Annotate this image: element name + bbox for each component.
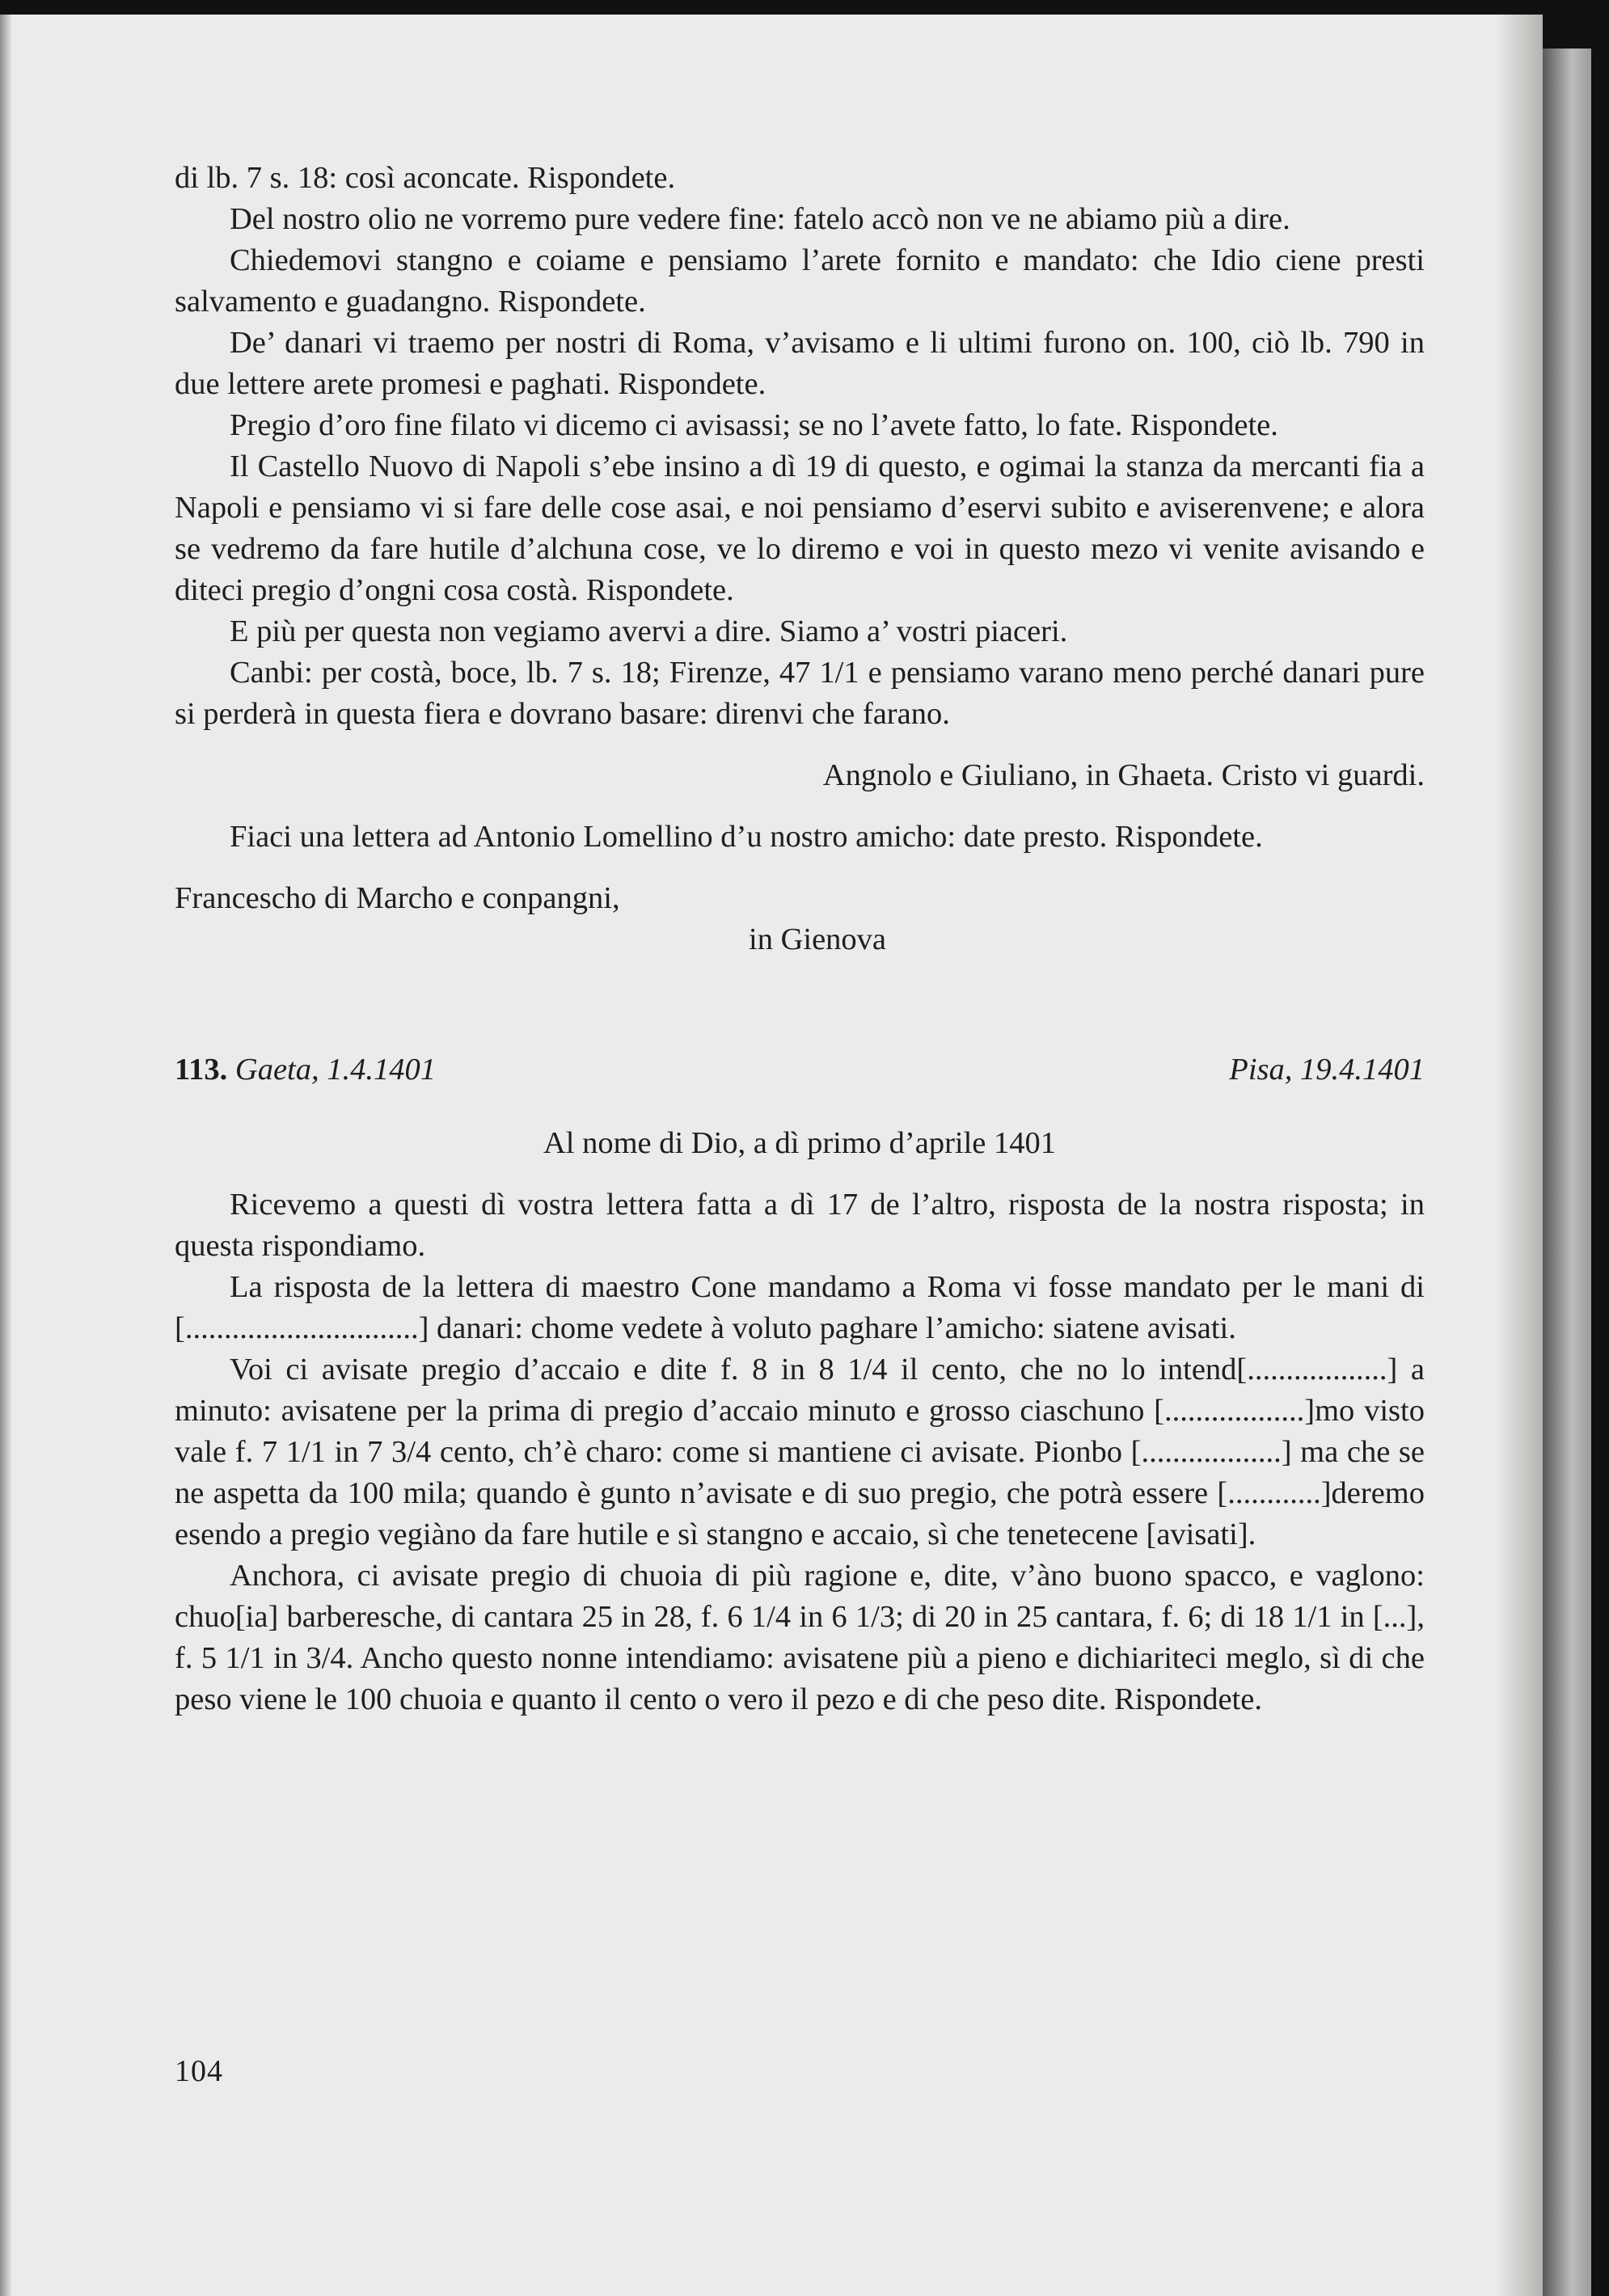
address-name: Francescho di Marcho e conpangni, <box>175 881 620 915</box>
paragraph: Del nostro olio ne vorremo pure vedere fine: fatelo accò non ve ne abiamo più a dire. <box>230 202 1290 236</box>
page-text <box>175 158 1425 1720</box>
letter-heading <box>175 1049 1425 1091</box>
address-place: in Gienova <box>749 922 886 956</box>
paragraph: E più per questa non vegiamo avervi a dire. Siamo a’ vostri piaceri. <box>230 614 1068 648</box>
underlying-page-edge <box>1543 49 1591 2296</box>
spacer <box>175 1164 1425 1184</box>
postscript: Fiaci una lettera ad Antonio Lomellino d’u nostro amicho: date presto. Rispondete. <box>230 820 1263 854</box>
spacer <box>175 1091 1425 1123</box>
page-gutter-shadow <box>1496 15 1543 2296</box>
letter-number: 113. <box>175 1053 228 1087</box>
spacer <box>175 735 1425 755</box>
letter-origin: Gaeta, 1.4.1401 <box>234 1053 436 1087</box>
letter-paragraph: Ricevemo a questi dì vostra lettera fatta a dì 17 de l’altro, risposta de la nostra risposta; in questa rispondiamo. <box>175 1188 1425 1263</box>
paragraph-continued: di lb. 7 s. 18: così aconcate. Rispondete. <box>175 161 676 195</box>
page-number: 104 <box>175 2054 223 2088</box>
spacer <box>175 796 1425 817</box>
letter-paragraph: Anchora, ci avisate pregio di chuoia di più ragione e, dite, v’ànо buono spacco, e vaglono: chuo[ia] barberesche, di cantara 25 in 28, f. 6 1/4 in 6 1/3; di 20 in 25 cantara, f. 6; di 18 1/1 in [...], f. 5 1/1 in 3/4. Ancho questo nonne intendiamo: avisatene più a pieno e dichiariteci meglo, sì di che peso viene le 100 chuoia e quanto il cento o vero il pezo e di che peso dite. Rispondete. <box>175 1559 1425 1716</box>
paragraph: Il Castello Nuovo di Napoli s’ebe insino a dì 19 di questo, e ogimai la stanza da mercanti fia a Napoli e pensiamo vi si fare delle cose asai, e noi pensiamo d’eservi subito e aviserenvene; e alora se vedremo da fare hutile d’alchuna cose, ve lo diremo e voi in questo mezo vi venite avisando e diteci pregio d’ongni cosa costà. Rispondete. <box>175 449 1425 607</box>
spacer <box>175 858 1425 878</box>
paragraph: Chiedemovi stangno e coiame e pensiamo l’arete fornito e mandato: che Idio ciene presti salvamento e guadangno. Rispondete. <box>175 243 1425 319</box>
spacer <box>175 960 1425 1049</box>
page-left-edge <box>0 15 11 2296</box>
letter-destination: Pisa, 19.4.1401 <box>1229 1053 1425 1087</box>
paragraph: De’ danari vi traemo per nostri di Roma, v’avisamo e li ultimi furono on. 100, ciò lb. 790 in due lettere arete promesi e paghati. Rispondete. <box>175 326 1425 401</box>
letter-heading-left <box>175 1049 436 1091</box>
paragraph: Pregio d’oro fine filato vi dicemo ci avisassi; se no l’avete fatto, lo fate. Rispondete. <box>230 408 1278 442</box>
invocation: Al nome di Dio, a dì primo d’aprile 1401 <box>543 1126 1057 1160</box>
signature: Angnolo e Giuliano, in Ghaeta. Cristo vi guardi. <box>822 758 1425 792</box>
letter-paragraph: La risposta de la lettera di maestro Cone mandamo a Roma vi fosse mandato per le mani di [..............................] danari: chome vedete à voluto paghare l’amicho: siatene avisati. <box>175 1270 1425 1345</box>
paragraph: Canbi: per costà, boce, lb. 7 s. 18; Firenze, 47 1/1 e pensiamo varano meno perché danari pure si perderà in questa fiera e dovrano basare: direnvi che farano. <box>175 656 1425 731</box>
letter-paragraph: Voi ci avisate pregio d’accaio e dite f. 8 in 8 1/4 il cento, che no lo intend[..................] a minuto: avisatene per la prima di pregio d’accaio minuto e grosso ciaschuno [..................]mo visto vale f. 7 1/1 in 7 3/4 cento, ch’è charo: come si mantiene ci avisate. Pionbo [..................] ma che se ne aspetta da 100 mila; quando è gunto n’avisate e di suo pregio, che potrà essere [............]deremo esendo a pregio vegiàno da fare hutile e sì stangno e accaio, sì che tenetecene [avisati]. <box>175 1353 1425 1551</box>
